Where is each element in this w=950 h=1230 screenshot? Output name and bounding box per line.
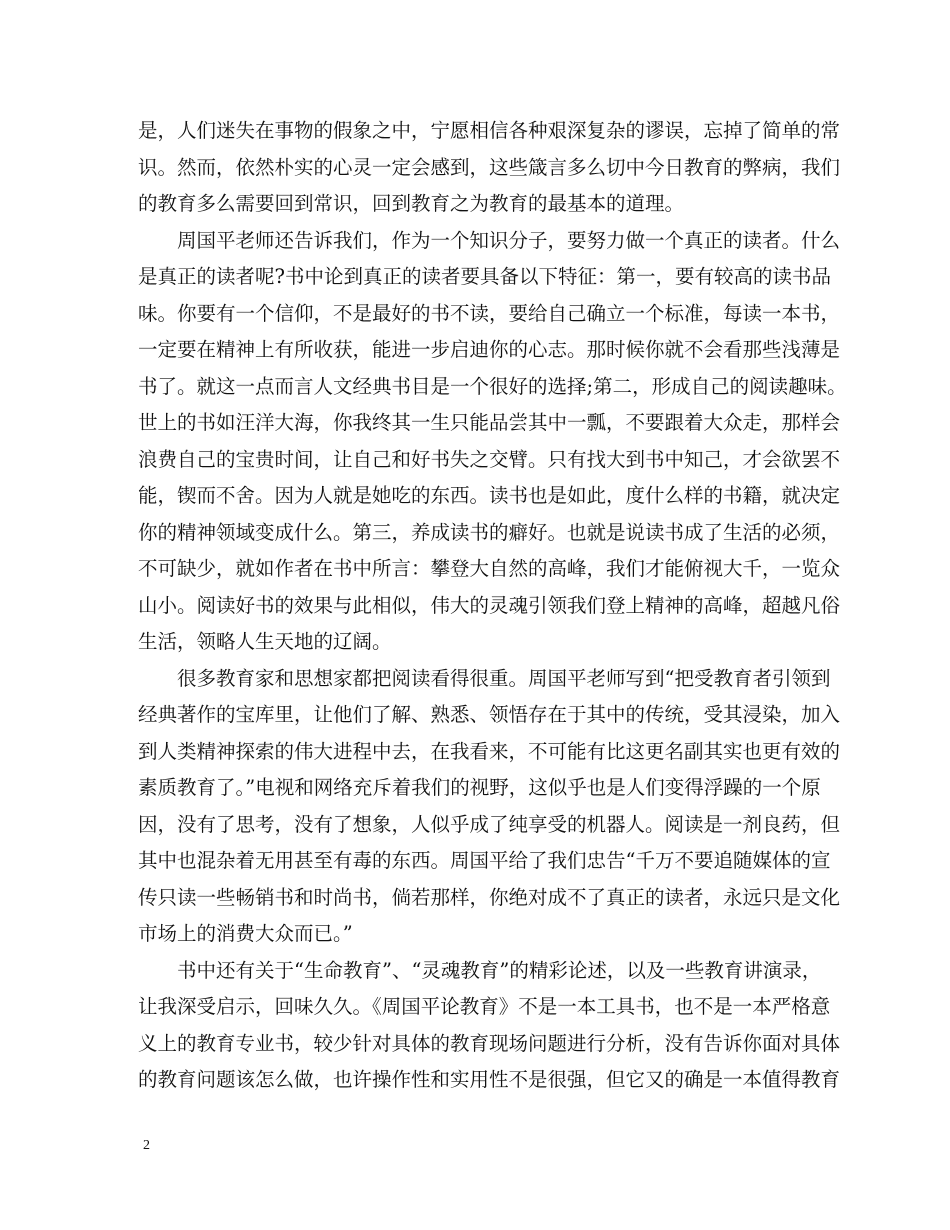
text-line: 生活，领略人生天地的辽阔。 — [138, 630, 392, 653]
text-line: 经典著作的宝库里，让他们了解、熟悉、领悟存在于其中的传统，受其浸染，加入 — [138, 703, 841, 726]
text-line: 很多教育家和思想家都把阅读看得很重。周国平老师写到“把受教育者引领到 — [138, 666, 831, 690]
body-text — [138, 113, 847, 1099]
text-line: 浪费自己的宝贵时间，让自己和好书失之交臂。只有找大到书中知己，才会欲罢不 — [138, 447, 841, 471]
text-line: 其中也混杂着无用甚至有毒的东西。周国平给了我们忠告“千万不要追随媒体的宣 — [138, 849, 831, 872]
text-line: 味。你要有一个信仰，不是最好的书不读，要给自己确立一个标准，每读一本书， — [138, 301, 841, 325]
text-line: 你的精神领域变成什么。第三，养成读书的癖好。也就是说读书成了生活的必须， — [138, 520, 841, 544]
text-line: 一定要在精神上有所收获，能进一步启迪你的心志。那时候你就不会看那些浅薄是 — [138, 338, 841, 361]
text-line: 不可缺少，就如作者在书中所言：攀登大自然的高峰，我们才能俯视大千，一览众 — [138, 557, 841, 580]
text-line: 因，没有了思考，没有了想象，人似乎成了纯享受的机器人。阅读是一剂良药，但 — [138, 812, 841, 836]
text-line: 周国平老师还告诉我们，作为一个知识分子，要努力做一个真正的读者。什么 — [138, 228, 841, 252]
text-line: 是真正的读者呢?书中论到真正的读者要具备以下特征：第一，要有较高的读书品 — [138, 265, 831, 288]
text-line: 传只读一些畅销书和时尚书，倘若那样，你绝对成不了真正的读者，永远只是文化 — [138, 885, 841, 909]
text-line: 到人类精神探索的伟大进程中去，在我看来，不可能有比这更名副其实也更有效的 — [138, 739, 841, 763]
text-line: 书中还有关于“生命教育”、“灵魂教育”的精彩论述，以及一些教育讲演录， — [138, 958, 822, 982]
text-line: 山小。阅读好书的效果与此相似，伟大的灵魂引领我们登上精神的高峰，超越凡俗 — [138, 593, 841, 617]
page-number: 2 — [143, 1138, 150, 1153]
text-line: 书了。就这一点而言人文经典书目是一个很好的选择;第二，形成自己的阅读趣味。 — [138, 374, 847, 398]
text-line: 世上的书如汪洋大海，你我终其一生只能品尝其中一瓢，不要跟着大众走，那样会 — [138, 411, 841, 434]
text-line: 让我深受启示，回味久久。《周国平论教育》不是一本工具书，也不是一本严格意 — [138, 995, 831, 1018]
text-line: 素质教育了。”电视和网络充斥着我们的视野，这似乎也是人们变得浮躁的一个原 — [138, 776, 821, 799]
text-line: 的教育多么需要回到常识，回到教育之为教育的最基本的道理。 — [138, 192, 685, 215]
text-line: 市场上的消费大众而已。” — [138, 922, 353, 945]
text-line: 的教育问题该怎么做，也许操作性和实用性不是很强，但它又的确是一本值得教育 — [138, 1068, 841, 1091]
text-line: 能，锲而不舍。因为人就是她吃的东西。读书也是如此，度什么样的书籍，就决定 — [138, 484, 841, 507]
text-line: 识。然而，依然朴实的心灵一定会感到，这些箴言多么切中今日教育的弊病，我们 — [138, 155, 841, 179]
text-line: 是，人们迷失在事物的假象之中，宁愿相信各种艰深复杂的谬误，忘掉了简单的常 — [138, 119, 841, 142]
text-line: 义上的教育专业书，较少针对具体的教育现场问题进行分析，没有告诉你面对具体 — [138, 1031, 841, 1055]
